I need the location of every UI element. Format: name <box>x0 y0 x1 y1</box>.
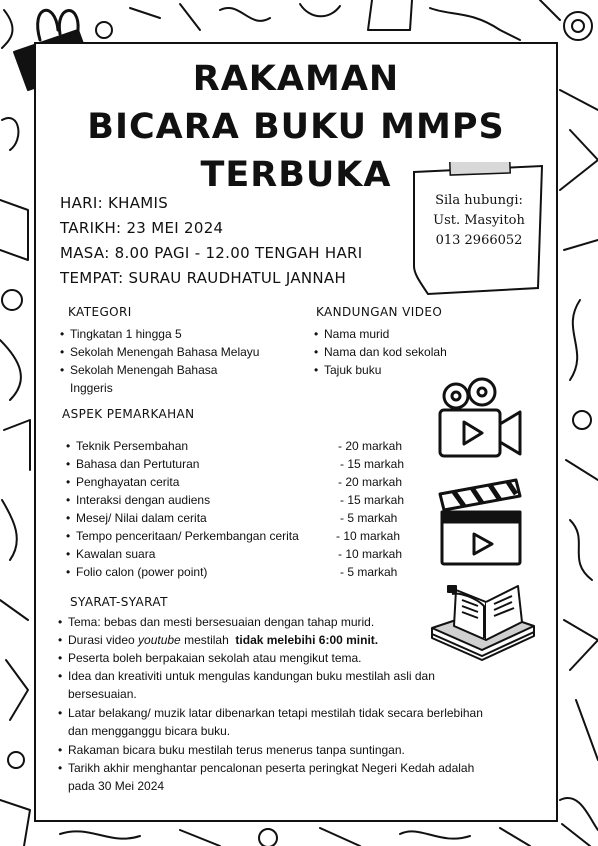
contact-line-2: Ust. Masyitoh <box>433 213 525 228</box>
open-book-stack-icon <box>426 580 538 662</box>
aspek-item: • Kawalan suara <box>66 547 156 561</box>
syarat-item: • Rakaman bicara buku mestilah terus menerus tanpa suntingan. <box>58 743 405 757</box>
aspek-heading: ASPEK PEMARKAHAN <box>62 407 195 421</box>
kategori-item: • Sekolah Menengah Bahasa Melayu <box>60 345 260 359</box>
info-tempat: TEMPAT: SURAU RAUDHATUL JANNAH <box>60 269 347 287</box>
aspek-mark: - 20 markah <box>338 439 403 453</box>
title-line-2: BICARA BUKU MMPS <box>87 107 505 147</box>
kategori-item: • Sekolah Menengah Bahasa <box>60 363 218 377</box>
aspek-mark: - 10 markah <box>336 529 401 543</box>
kategori-heading: KATEGORI <box>68 305 132 319</box>
syarat-item-continued: bersesuaian. <box>68 687 137 701</box>
aspek-mark: - 5 markah <box>340 565 398 579</box>
syarat-item: • Durasi video youtube mestilah tidak melebihi 6:00 minit. <box>58 633 379 647</box>
aspek-mark: - 15 markah <box>340 457 405 471</box>
kategori-item: • Tingkatan 1 hingga 5 <box>60 327 182 341</box>
kandungan-item: • Nama dan kod sekolah <box>314 345 447 359</box>
contact-line-1: Sila hubungi: <box>435 193 523 208</box>
info-tarikh: TARIKH: 23 MEI 2024 <box>60 219 224 237</box>
syarat-item: • Latar belakang/ muzik latar dibenarkan tetapi mestilah tidak secara berlebihan <box>58 706 483 720</box>
syarat-item: • Tema: bebas dan mesti bersesuaian dengan tahap murid. <box>58 615 375 629</box>
kandungan-heading: KANDUNGAN VIDEO <box>316 305 443 319</box>
aspek-mark: - 5 markah <box>340 511 398 525</box>
syarat-heading: SYARAT-SYARAT <box>70 595 168 609</box>
syarat-item: • Tarikh akhir menghantar pencalonan peserta peringkat Negeri Kedah adalah <box>58 761 475 775</box>
syarat-item-continued: pada 30 Mei 2024 <box>68 779 165 793</box>
kandungan-item: • Tajuk buku <box>314 363 382 377</box>
aspek-item: • Folio calon (power point) <box>66 565 208 579</box>
title-line-3: TERBUKA <box>200 155 392 195</box>
aspek-mark: - 10 markah <box>338 547 403 561</box>
info-masa: MASA: 8.00 PAGI - 12.00 TENGAH HARI <box>60 244 363 262</box>
aspek-item: • Teknik Persembahan <box>66 439 189 453</box>
contact-line-3: 013 2966052 <box>435 233 523 248</box>
aspek-item: • Interaksi dengan audiens <box>66 493 211 507</box>
aspek-item: • Penghayatan cerita <box>66 475 180 489</box>
aspek-mark: - 15 markah <box>340 493 405 507</box>
kandungan-item: • Nama murid <box>314 327 390 341</box>
sticky-note <box>410 162 546 298</box>
video-camera-icon <box>434 376 526 462</box>
aspek-item: • Mesej/ Nilai dalam cerita <box>66 511 207 525</box>
aspek-mark: - 20 markah <box>338 475 403 489</box>
syarat-item-continued: dan mengganggu bicara buku. <box>68 724 231 738</box>
title-line-1: RAKAMAN <box>192 59 400 99</box>
syarat-item: • Idea dan kreativiti untuk mengulas kandungan buku mestilah asli dan <box>58 669 435 683</box>
info-hari: HARI: KHAMIS <box>60 194 169 212</box>
syarat-item: • Peserta boleh berpakaian sekolah atau mengikut tema. <box>58 651 362 665</box>
kategori-item-continued: Inggeris <box>70 381 113 395</box>
aspek-item: • Bahasa dan Pertuturan <box>66 457 200 471</box>
clapperboard-icon <box>436 476 526 568</box>
aspek-item: • Tempo penceritaan/ Perkembangan cerita <box>66 529 299 543</box>
